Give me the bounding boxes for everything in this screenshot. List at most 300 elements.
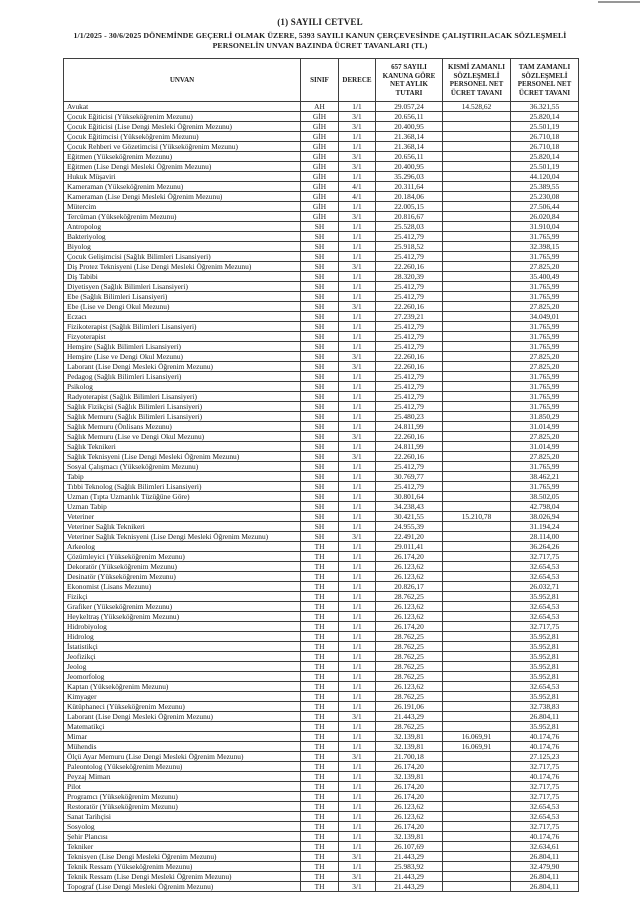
table-row	[64, 572, 579, 582]
cell-sinif: GİH	[301, 172, 339, 182]
cell-sinif: TH	[301, 622, 339, 632]
cell-kismi-tavan	[443, 592, 511, 602]
cell-kismi-tavan	[443, 352, 511, 362]
table-row	[64, 642, 579, 652]
cell-derece: 1/1	[339, 612, 376, 622]
cell-unvan: Tercüman (Yükseköğrenim Mezunu)	[64, 212, 301, 222]
cell-derece: 1/1	[339, 702, 376, 712]
cell-tam-tavan: 25.501,19	[511, 162, 579, 172]
cell-sinif: GİH	[301, 112, 339, 122]
cell-tam-tavan: 27.825,20	[511, 262, 579, 272]
cell-unvan: Jeolog	[64, 662, 301, 672]
table-row	[64, 492, 579, 502]
table-row	[64, 142, 579, 152]
cell-unvan: Sağlık Teknisyeni (Lise Dengi Mesleki Öğrenim Mezunu)	[64, 452, 301, 462]
cell-tam-tavan: 27.825,20	[511, 362, 579, 372]
cell-kismi-tavan	[443, 632, 511, 642]
cell-derece: 1/1	[339, 592, 376, 602]
cell-kismi-tavan	[443, 602, 511, 612]
cell-net-aylik: 26.107,69	[376, 842, 443, 852]
cell-net-aylik: 20.816,67	[376, 212, 443, 222]
table-row	[64, 822, 579, 832]
table-row	[64, 592, 579, 602]
cell-net-aylik: 30.769,77	[376, 472, 443, 482]
cell-unvan: Laborant (Lise Dengi Mesleki Öğrenim Mezunu)	[64, 362, 301, 372]
cell-derece: 1/1	[339, 842, 376, 852]
table-row	[64, 102, 579, 112]
cell-net-aylik: 35.296,03	[376, 172, 443, 182]
salary-cap-table	[63, 58, 579, 892]
cell-unvan: Jeomorfolog	[64, 672, 301, 682]
cell-net-aylik: 20.656,11	[376, 152, 443, 162]
cell-net-aylik: 29.057,24	[376, 102, 443, 112]
cell-sinif: SH	[301, 242, 339, 252]
cell-net-aylik: 25.918,52	[376, 242, 443, 252]
cell-net-aylik: 21.700,18	[376, 752, 443, 762]
cell-derece: 3/1	[339, 532, 376, 542]
col-header-sinif: SINIF	[301, 59, 339, 102]
cell-derece: 3/1	[339, 212, 376, 222]
cell-sinif: SH	[301, 452, 339, 462]
cell-sinif: TH	[301, 812, 339, 822]
table-row	[64, 392, 579, 402]
cell-sinif: GİH	[301, 202, 339, 212]
cell-kismi-tavan	[443, 492, 511, 502]
cell-kismi-tavan	[443, 872, 511, 882]
cell-kismi-tavan	[443, 252, 511, 262]
cell-unvan: Teknisyen (Lise Dengi Mesleki Öğrenim Mezunu)	[64, 852, 301, 862]
cell-sinif: SH	[301, 512, 339, 522]
cell-sinif: TH	[301, 562, 339, 572]
cell-derece: 3/1	[339, 432, 376, 442]
cell-sinif: TH	[301, 842, 339, 852]
cell-net-aylik: 28.762,25	[376, 692, 443, 702]
cell-kismi-tavan	[443, 552, 511, 562]
cell-net-aylik: 25.412,79	[376, 332, 443, 342]
cell-net-aylik: 20.311,64	[376, 182, 443, 192]
table-header	[64, 59, 579, 102]
cell-sinif: TH	[301, 862, 339, 872]
cell-tam-tavan: 31.765,99	[511, 252, 579, 262]
table-row	[64, 772, 579, 782]
cell-unvan: Laborant (Lise Dengi Mesleki Öğrenim Mezunu)	[64, 712, 301, 722]
cell-tam-tavan: 26.804,11	[511, 882, 579, 892]
cell-tam-tavan: 32.654,53	[511, 802, 579, 812]
cell-net-aylik: 29.011,41	[376, 542, 443, 552]
cell-kismi-tavan	[443, 372, 511, 382]
cell-sinif: SH	[301, 432, 339, 442]
cell-derece: 3/1	[339, 122, 376, 132]
cell-unvan: Diş Tabibi	[64, 272, 301, 282]
cell-derece: 1/1	[339, 512, 376, 522]
cell-derece: 1/1	[339, 642, 376, 652]
cell-net-aylik: 25.480,23	[376, 412, 443, 422]
cell-tam-tavan: 32.717,75	[511, 552, 579, 562]
cell-unvan: Ölçü Ayar Memuru (Lise Dengi Mesleki Öğrenim Mezunu)	[64, 752, 301, 762]
cell-unvan: Desinatör (Yükseköğrenim Mezunu)	[64, 572, 301, 582]
cell-tam-tavan: 31.850,29	[511, 412, 579, 422]
cell-unvan: Arkeolog	[64, 542, 301, 552]
cell-derece: 1/1	[339, 372, 376, 382]
cell-derece: 1/1	[339, 492, 376, 502]
cell-derece: 1/1	[339, 622, 376, 632]
cell-net-aylik: 25.412,79	[376, 482, 443, 492]
cell-net-aylik: 28.762,25	[376, 722, 443, 732]
cell-tam-tavan: 35.952,81	[511, 592, 579, 602]
cell-sinif: TH	[301, 752, 339, 762]
cell-net-aylik: 21.368,14	[376, 142, 443, 152]
cell-net-aylik: 26.174,20	[376, 552, 443, 562]
cell-sinif: GİH	[301, 192, 339, 202]
cell-derece: 1/1	[339, 682, 376, 692]
cell-derece: 1/1	[339, 572, 376, 582]
cell-sinif: SH	[301, 442, 339, 452]
cell-tam-tavan: 31.765,99	[511, 392, 579, 402]
cell-unvan: Çocuk Eğiticisi (Yükseköğrenim Mezunu)	[64, 112, 301, 122]
cell-derece: 1/1	[339, 412, 376, 422]
cell-tam-tavan: 35.952,81	[511, 632, 579, 642]
cell-kismi-tavan	[443, 812, 511, 822]
cell-net-aylik: 30.421,55	[376, 512, 443, 522]
cell-sinif: SH	[301, 392, 339, 402]
table-row	[64, 422, 579, 432]
cell-unvan: Teknik Ressam (Lise Dengi Mesleki Öğrenim Mezunu)	[64, 872, 301, 882]
cell-kismi-tavan	[443, 722, 511, 732]
cell-unvan: Diş Protez Teknisyeni (Lise Dengi Mesleki Öğrenim Mezunu)	[64, 262, 301, 272]
cell-unvan: Pilot	[64, 782, 301, 792]
cell-tam-tavan: 32.479,90	[511, 862, 579, 872]
table-row	[64, 832, 579, 842]
cell-net-aylik: 25.412,79	[376, 402, 443, 412]
table-row	[64, 502, 579, 512]
table-row	[64, 712, 579, 722]
table-row	[64, 882, 579, 892]
table-body	[64, 102, 579, 892]
cell-derece: 1/1	[339, 822, 376, 832]
cell-net-aylik: 25.412,79	[376, 392, 443, 402]
cell-tam-tavan: 32.654,53	[511, 562, 579, 572]
cell-unvan: Veteriner	[64, 512, 301, 522]
cell-kismi-tavan	[443, 802, 511, 812]
table-row	[64, 762, 579, 772]
cell-sinif: TH	[301, 882, 339, 892]
table-row	[64, 792, 579, 802]
cell-kismi-tavan	[443, 762, 511, 772]
cell-unvan: Mütercim	[64, 202, 301, 212]
cell-net-aylik: 26.174,20	[376, 622, 443, 632]
table-row	[64, 222, 579, 232]
cell-net-aylik: 26.123,62	[376, 682, 443, 692]
cell-sinif: GİH	[301, 132, 339, 142]
table-row	[64, 692, 579, 702]
cell-tam-tavan: 40.174,76	[511, 832, 579, 842]
cell-sinif: SH	[301, 372, 339, 382]
cell-tam-tavan: 27.825,20	[511, 352, 579, 362]
cell-net-aylik: 22.260,16	[376, 432, 443, 442]
cell-kismi-tavan	[443, 292, 511, 302]
cell-derece: 3/1	[339, 882, 376, 892]
cell-kismi-tavan	[443, 462, 511, 472]
cell-sinif: TH	[301, 782, 339, 792]
cell-unvan: Uzman (Tıpta Uzmanlık Tüzüğüne Göre)	[64, 492, 301, 502]
cell-net-aylik: 20.656,11	[376, 112, 443, 122]
cell-tam-tavan: 31.765,99	[511, 342, 579, 352]
col-header-derece: DERECE	[339, 59, 376, 102]
cell-kismi-tavan	[443, 212, 511, 222]
cell-unvan: Çocuk Gelişimcisi (Sağlık Bilimleri Lisansiyeri)	[64, 252, 301, 262]
col-header-tam-zamanli: TAM ZAMANLI SÖZLEŞMELİ PERSONEL NET ÜCRET TAVANI	[511, 59, 579, 102]
cell-kismi-tavan	[443, 822, 511, 832]
table-row	[64, 472, 579, 482]
cell-kismi-tavan	[443, 412, 511, 422]
cell-sinif: SH	[301, 422, 339, 432]
cell-unvan: Şehir Plancısı	[64, 832, 301, 842]
cell-derece: 1/1	[339, 402, 376, 412]
table-row	[64, 172, 579, 182]
cell-unvan: Matematikçi	[64, 722, 301, 732]
cell-sinif: TH	[301, 652, 339, 662]
cell-net-aylik: 26.123,62	[376, 602, 443, 612]
cell-unvan: Hemşire (Lise ve Dengi Okul Mezunu)	[64, 352, 301, 362]
col-header-657-net-aylik: 657 SAYILI KANUNA GÖRE NET AYLIK TUTARI	[376, 59, 443, 102]
scan-artifact	[598, 1, 640, 3]
cell-tam-tavan: 35.400,49	[511, 272, 579, 282]
cell-unvan: Ebe (Lise ve Dengi Okul Mezunu)	[64, 302, 301, 312]
cell-sinif: GİH	[301, 162, 339, 172]
cell-kismi-tavan	[443, 612, 511, 622]
cell-tam-tavan: 32.717,75	[511, 622, 579, 632]
cell-net-aylik: 26.174,20	[376, 782, 443, 792]
cell-tam-tavan: 31.765,99	[511, 372, 579, 382]
cell-sinif: SH	[301, 352, 339, 362]
table-row	[64, 122, 579, 132]
cell-sinif: SH	[301, 412, 339, 422]
cell-derece: 1/1	[339, 732, 376, 742]
page-subtitle-line1: 1/1/2025 - 30/6/2025 DÖNEMİNDE GEÇERLİ OLMAK ÜZERE, 5393 SAYILI KANUN ÇERÇEVESİNDE ÇALIŞTIRILACAK SÖZLEŞMELİ	[73, 31, 567, 40]
table-row	[64, 132, 579, 142]
cell-tam-tavan: 35.952,81	[511, 652, 579, 662]
cell-sinif: SH	[301, 262, 339, 272]
cell-tam-tavan: 35.952,81	[511, 642, 579, 652]
cell-unvan: Veteriner Sağlık Teknisyeni (Lise Dengi Mesleki Öğrenim Mezunu)	[64, 532, 301, 542]
cell-net-aylik: 26.174,20	[376, 762, 443, 772]
cell-tam-tavan: 27.825,20	[511, 432, 579, 442]
cell-unvan: Sanat Tarihçisi	[64, 812, 301, 822]
cell-derece: 3/1	[339, 852, 376, 862]
cell-net-aylik: 24.811,99	[376, 442, 443, 452]
cell-kismi-tavan	[443, 532, 511, 542]
cell-tam-tavan: 26.032,71	[511, 582, 579, 592]
table-row	[64, 452, 579, 462]
cell-net-aylik: 24.955,39	[376, 522, 443, 532]
cell-tam-tavan: 38.026,94	[511, 512, 579, 522]
cell-sinif: SH	[301, 472, 339, 482]
cell-unvan: Radyoterapist (Sağlık Bilimleri Lisansiyeri)	[64, 392, 301, 402]
cell-sinif: TH	[301, 572, 339, 582]
cell-kismi-tavan	[443, 712, 511, 722]
cell-sinif: TH	[301, 822, 339, 832]
table-row	[64, 352, 579, 362]
cell-tam-tavan: 31.910,04	[511, 222, 579, 232]
cell-net-aylik: 34.238,43	[376, 502, 443, 512]
cell-net-aylik: 28.762,25	[376, 672, 443, 682]
cell-kismi-tavan	[443, 792, 511, 802]
cell-derece: 1/1	[339, 542, 376, 552]
cell-kismi-tavan	[443, 232, 511, 242]
cell-net-aylik: 32.139,81	[376, 732, 443, 742]
table-row	[64, 542, 579, 552]
cell-derece: 1/1	[339, 722, 376, 732]
cell-unvan: Ebe (Sağlık Bilimleri Lisansiyeri)	[64, 292, 301, 302]
cell-sinif: SH	[301, 282, 339, 292]
cell-net-aylik: 21.368,14	[376, 132, 443, 142]
cell-kismi-tavan	[443, 432, 511, 442]
cell-net-aylik: 22.260,16	[376, 362, 443, 372]
cell-derece: 1/1	[339, 422, 376, 432]
cell-kismi-tavan	[443, 142, 511, 152]
cell-sinif: TH	[301, 702, 339, 712]
cell-derece: 1/1	[339, 242, 376, 252]
cell-tam-tavan: 35.952,81	[511, 672, 579, 682]
cell-derece: 1/1	[339, 522, 376, 532]
cell-sinif: TH	[301, 832, 339, 842]
cell-net-aylik: 30.801,64	[376, 492, 443, 502]
cell-sinif: TH	[301, 682, 339, 692]
cell-net-aylik: 28.762,25	[376, 652, 443, 662]
cell-sinif: SH	[301, 342, 339, 352]
cell-sinif: SH	[301, 532, 339, 542]
cell-kismi-tavan	[443, 842, 511, 852]
cell-unvan: Heykeltraş (Yükseköğrenim Mezunu)	[64, 612, 301, 622]
cell-tam-tavan: 31.765,99	[511, 402, 579, 412]
cell-kismi-tavan	[443, 282, 511, 292]
table-row	[64, 842, 579, 852]
cell-unvan: Çocuk Eğiticisi (Lise Dengi Mesleki Öğrenim Mezunu)	[64, 122, 301, 132]
table-row	[64, 672, 579, 682]
cell-sinif: TH	[301, 802, 339, 812]
cell-net-aylik: 32.139,81	[376, 832, 443, 842]
cell-sinif: SH	[301, 502, 339, 512]
cell-net-aylik: 25.983,92	[376, 862, 443, 872]
page-subtitle-line2: PERSONELİN UNVAN BAZINDA ÜCRET TAVANLARI (TL)	[212, 41, 428, 50]
cell-unvan: Çözümleyici (Yükseköğrenim Mezunu)	[64, 552, 301, 562]
cell-tam-tavan: 32.717,75	[511, 762, 579, 772]
cell-unvan: Eğitmen (Lise Dengi Mesleki Öğrenim Mezunu)	[64, 162, 301, 172]
cell-sinif: GİH	[301, 212, 339, 222]
cell-derece: 1/1	[339, 762, 376, 772]
cell-derece: 3/1	[339, 712, 376, 722]
cell-unvan: Sosyal Çalışmacı (Yükseköğrenim Mezunu)	[64, 462, 301, 472]
cell-unvan: Sağlık Memuru (Lise ve Dengi Okul Mezunu)	[64, 432, 301, 442]
table-row	[64, 412, 579, 422]
cell-net-aylik: 22.491,20	[376, 532, 443, 542]
cell-net-aylik: 28.320,39	[376, 272, 443, 282]
cell-unvan: Uzman Tabip	[64, 502, 301, 512]
table-row	[64, 212, 579, 222]
cell-net-aylik: 22.260,16	[376, 262, 443, 272]
table-row	[64, 482, 579, 492]
cell-sinif: TH	[301, 732, 339, 742]
cell-tam-tavan: 27.825,20	[511, 302, 579, 312]
table-row	[64, 662, 579, 672]
cell-derece: 1/1	[339, 772, 376, 782]
cell-sinif: SH	[301, 332, 339, 342]
cell-derece: 3/1	[339, 302, 376, 312]
cell-net-aylik: 21.443,29	[376, 852, 443, 862]
table-row	[64, 522, 579, 532]
table-row	[64, 852, 579, 862]
cell-unvan: Eczacı	[64, 312, 301, 322]
cell-derece: 1/1	[339, 632, 376, 642]
cell-unvan: Topograf (Lise Dengi Mesleki Öğrenim Mezunu)	[64, 882, 301, 892]
cell-unvan: Hemşire (Sağlık Bilimleri Lisansiyeri)	[64, 342, 301, 352]
cell-unvan: Hidrobiyolog	[64, 622, 301, 632]
cell-tam-tavan: 26.804,11	[511, 712, 579, 722]
cell-tam-tavan: 28.114,00	[511, 532, 579, 542]
cell-kismi-tavan	[443, 692, 511, 702]
table-row	[64, 322, 579, 332]
cell-unvan: Kimyager	[64, 692, 301, 702]
cell-unvan: Çocuk Eğitimcisi (Yükseköğrenim Mezunu)	[64, 132, 301, 142]
cell-tam-tavan: 32.717,75	[511, 782, 579, 792]
cell-net-aylik: 26.123,62	[376, 612, 443, 622]
cell-tam-tavan: 38.462,21	[511, 472, 579, 482]
cell-net-aylik: 28.762,25	[376, 642, 443, 652]
cell-derece: 1/1	[339, 272, 376, 282]
col-header-unvan: UNVAN	[64, 59, 301, 102]
cell-derece: 1/1	[339, 102, 376, 112]
cell-unvan: Diyetisyen (Sağlık Bilimleri Lisansiyeri)	[64, 282, 301, 292]
cell-derece: 1/1	[339, 662, 376, 672]
cell-kismi-tavan	[443, 312, 511, 322]
cell-derece: 1/1	[339, 862, 376, 872]
cell-tam-tavan: 27.506,44	[511, 202, 579, 212]
cell-tam-tavan: 32.654,53	[511, 602, 579, 612]
cell-tam-tavan: 27.125,23	[511, 752, 579, 762]
cell-unvan: Tekniker	[64, 842, 301, 852]
cell-unvan: Fizikoterapist (Sağlık Bilimleri Lisansiyeri)	[64, 322, 301, 332]
cell-tam-tavan: 31.014,99	[511, 442, 579, 452]
cell-tam-tavan: 25.389,55	[511, 182, 579, 192]
cell-kismi-tavan	[443, 572, 511, 582]
cell-tam-tavan: 44.120,04	[511, 172, 579, 182]
cell-net-aylik: 21.443,29	[376, 872, 443, 882]
cell-unvan: İstatistikçi	[64, 642, 301, 652]
cell-kismi-tavan	[443, 422, 511, 432]
cell-net-aylik: 25.412,79	[376, 372, 443, 382]
cell-unvan: Grafiker (Yükseköğrenim Mezunu)	[64, 602, 301, 612]
table-row	[64, 302, 579, 312]
cell-kismi-tavan	[443, 852, 511, 862]
cell-tam-tavan: 32.717,75	[511, 822, 579, 832]
cell-kismi-tavan	[443, 662, 511, 672]
cell-sinif: TH	[301, 582, 339, 592]
cell-net-aylik: 20.184,06	[376, 192, 443, 202]
cell-kismi-tavan	[443, 342, 511, 352]
cell-unvan: Programcı (Yükseköğrenim Mezunu)	[64, 792, 301, 802]
cell-derece: 1/1	[339, 312, 376, 322]
cell-kismi-tavan: 15.210,78	[443, 512, 511, 522]
cell-sinif: TH	[301, 772, 339, 782]
cell-kismi-tavan	[443, 122, 511, 132]
page-title: (1) SAYILI CETVEL	[277, 17, 363, 27]
cell-net-aylik: 21.443,29	[376, 712, 443, 722]
cell-derece: 4/1	[339, 182, 376, 192]
cell-net-aylik: 20.826,17	[376, 582, 443, 592]
cell-unvan: Kameraman (Yükseköğrenim Mezunu)	[64, 182, 301, 192]
table-row	[64, 782, 579, 792]
cell-net-aylik: 20.400,95	[376, 162, 443, 172]
